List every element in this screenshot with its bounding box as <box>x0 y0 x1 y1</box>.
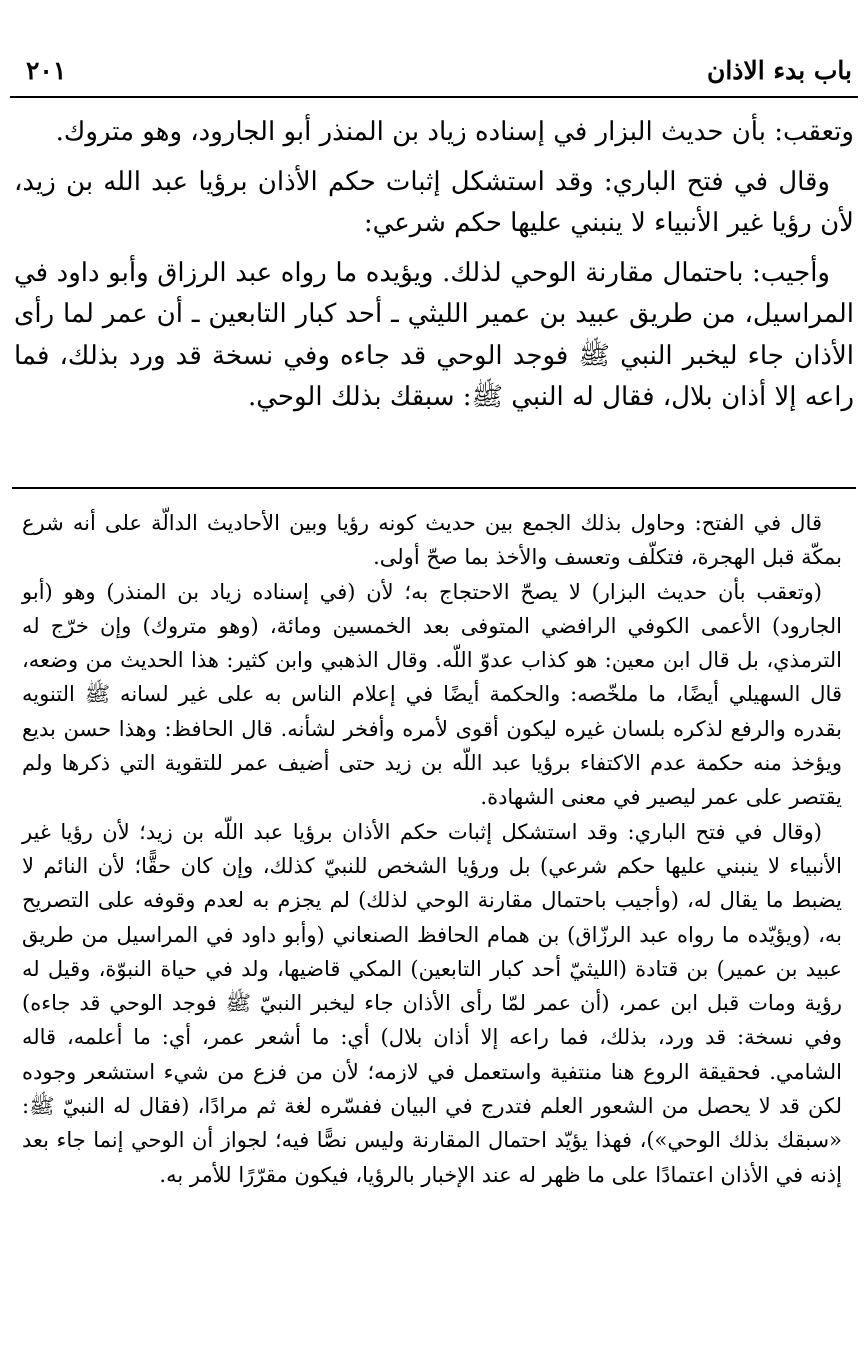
section-divider <box>12 487 856 489</box>
matn-paragraph: وتعقب: بأن حديث البزار في إسناده زياد بن المنذر أبو الجارود، وهو متروك. <box>55 117 854 147</box>
running-title: باب بدء الاذان <box>707 56 852 85</box>
commentary-text <box>22 506 842 1192</box>
commentary-paragraph: قال في الفتح: وحاول بذلك الجمع بين حديث كونه رؤيا وبين الأحاديث الدالّة على أنه شرع بمكّة قبل الهجرة، فتكلّف وتعسف والأخذ بما صحّ أولى. <box>22 511 842 570</box>
page-number: ٢٠١ <box>26 56 67 85</box>
commentary-paragraph: (وتعقب بأن حديث البزار) لا يصحّ الاحتجاج به؛ لأن (في إسناده زياد بن المنذر) وهو (أبو الجارود) الأعمى الكوفي الرافضي المتوفى بعد الخمسين ومائة، (وهو متروك) وإن خرّج له الترمذي، بل قال ابن معين: هو كذاب عدوّ اللّه. وقال الذهبي وابن كثير: هذا الحديث من وضعه، قال السهيلي أيضًا، ما ملخّصه: والحكمة أيضًا في إعلام الناس به على غير لسانه ﷺ التنويه بقدره والرفع لذكره بلسان غيره ليكون أقوى لأمره وأفخر لشأنه. قال الحافظ: وهذا حسن بديع ويؤخذ منه حكمة عدم الاكتفاء برؤيا عبد اللّه بن زيد حتى أضيف عمر للتقوية التي ذكرها ولم يقتصر على عمر ليصير في معنى الشهادة. <box>22 579 842 810</box>
matn-paragraph: وأجيب: باحتمال مقارنة الوحي لذلك. ويؤيده ما رواه عبد الرزاق وأبو داود في المراسيل، من طريق عبيد بن عمير الليثي ـ أحد كبار التابعين ـ أن عمر لما رأى الأذان جاء ليخبر النبي ﷺ فوجد الوحي قد جاءه وفي نسخة قد ورد بذلك، فما راعه إلا أذان بلال، فقال له النبي ﷺ: سبقك بذلك الوحي. <box>14 257 854 412</box>
matn-paragraph: وقال في فتح الباري: وقد استشكل إثبات حكم الأذان برؤيا عبد الله بن زيد، لأن رؤيا غير الأنبياء لا ينبني عليها حكم شرعي: <box>14 166 854 238</box>
page-header <box>10 52 858 98</box>
main-text <box>14 112 854 427</box>
commentary-paragraph: (وقال في فتح الباري: وقد استشكل إثبات حكم الأذان برؤيا عبد اللّه بن زيد؛ لأن رؤيا غير الأنبياء لا ينبني عليها حكم شرعي) بل ورؤيا الشخص للنبيّ كذلك، وإن كان حقًّا؛ لأن النائم لا يضبط ما يقال له، (وأجيب باحتمال مقارنة الوحي لذلك) لم يجزم به لعدم وقوفه على التصريح به، (ويؤيّده ما رواه عبد الرزّاق) بن همام الحافظ الصنعاني (وأبو داود في المراسيل من طريق عبيد بن عمير) بن قتادة (الليثيّ أحد كبار التابعين) المكي قاضيها، ولد في حياة النبوّة، وقيل له رؤية ومات قبل ابن عمر، (أن عمر لمّا رأى الأذان جاء ليخبر النبيّ ﷺ فوجد الوحي قد جاءه) وفي نسخة: قد ورد، بذلك، فما راعه إلا أذان بلال) أي: ما أشعر عمر، أي: ما أعلمه، قاله الشامي. فحقيقة الروع هنا منتفية واستعمل في لازمه؛ لأن من فزع من شيء استشعر وجوده لكن قد لا يحصل من الشعور العلم فتدرج في البيان ففسّره لغة ثم مرادًا، (فقال له النبيّ ﷺ: «سبقك بذلك الوحي»)، فهذا يؤيّد احتمال المقارنة وليس نصًّا فيه؛ لجواز أن الوحي إنما جاء بعد إذنه في الأذان اعتمادًا على ما ظهر له عند الإخبار بالرؤيا، فيكون مقرّرًا للأمر به. <box>22 819 842 1187</box>
